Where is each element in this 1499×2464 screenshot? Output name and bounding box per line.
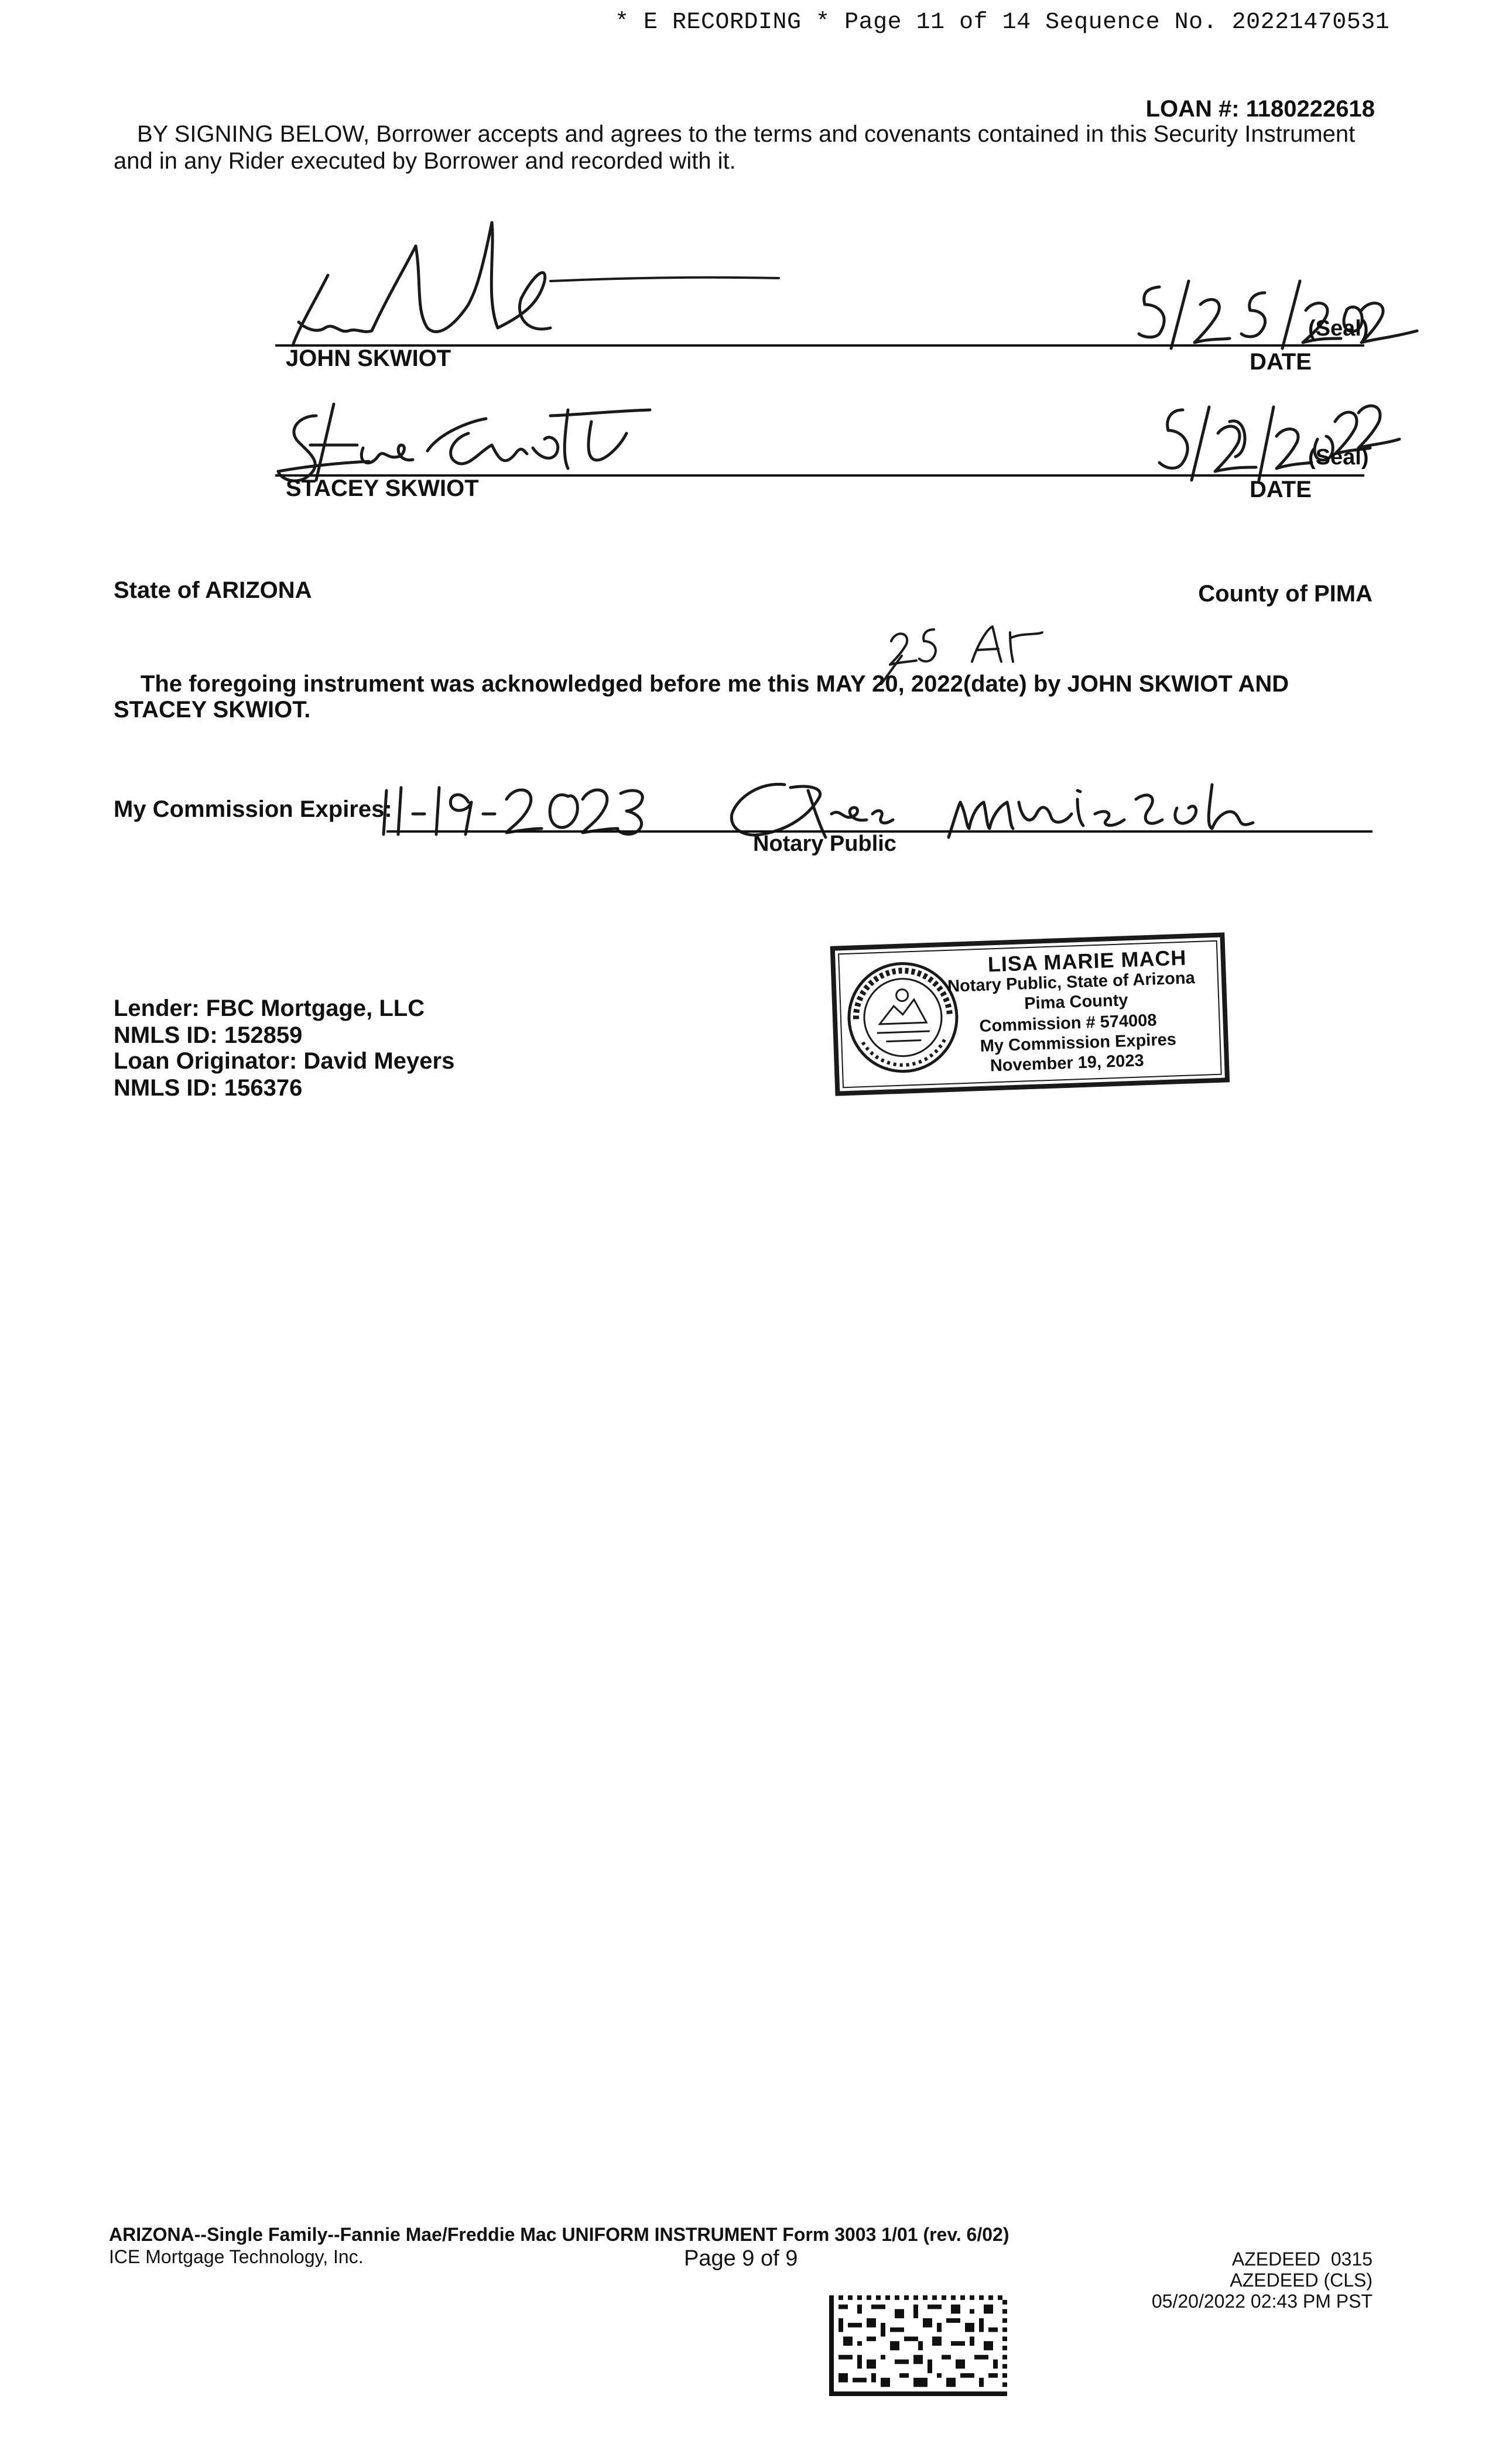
acknowledgment-line1: The foregoing instrument was acknowledged before me this MAY 20, 2022(date) by JOHN SKWIOT AND: [141, 671, 1289, 697]
date-label-stacey: DATE: [1250, 477, 1312, 502]
seal-label-stacey: (Seal): [1308, 445, 1369, 470]
barcode-icon: [829, 2295, 1007, 2396]
footer-timestamp: 05/20/2022 02:43 PM PST: [1151, 2291, 1373, 2312]
commission-label: My Commission Expires:: [114, 796, 392, 822]
stamp-line5: My Commission Expires: [980, 1030, 1177, 1056]
signer-name-stacey: STACEY SKWIOT: [286, 475, 479, 501]
stamp-line6: November 19, 2023: [990, 1051, 1145, 1076]
date-label-john: DATE: [1250, 349, 1312, 375]
lender-name: Lender: FBC Mortgage, LLC: [114, 995, 425, 1021]
footer-company: ICE Mortgage Technology, Inc.: [109, 2246, 364, 2267]
form-identifier: ARIZONA--Single Family--Fannie Mae/Freddie Mac UNIFORM INSTRUMENT Form 3003 1/01 (rev. 6/02): [109, 2224, 1009, 2245]
county-label: County of PIMA: [1198, 581, 1373, 607]
recording-header: * E RECORDING * Page 11 of 14 Sequence No. 20221470531: [615, 9, 1390, 36]
state-seal-icon: [843, 957, 964, 1078]
footer-page-number: Page 9 of 9: [684, 2246, 798, 2271]
seal-label-john: (Seal): [1308, 316, 1369, 341]
handwritten-date-stacey: [1148, 398, 1405, 486]
loan-number: LOAN #: 1180222618: [1145, 96, 1375, 122]
acknowledgment-line2: STACEY SKWIOT.: [114, 697, 311, 723]
commission-line: [386, 830, 726, 833]
stamp-line4: Commission # 574008: [979, 1011, 1157, 1036]
handwritten-commission-date: [375, 779, 644, 837]
intro-paragraph: BY SIGNING BELOW, Borrower accepts and agrees to the terms and covenants contained in this Security Instrument and in any Rider executed by Borrower and recorded with it.: [114, 121, 1356, 174]
footer-code1: AZEDEED 0315: [1231, 2249, 1373, 2270]
stamp-line3: Pima County: [1024, 991, 1128, 1014]
notary-public-label: Notary Public: [753, 831, 896, 856]
footer-code2: AZEDEED (CLS): [1230, 2270, 1373, 2291]
loan-originator: Loan Originator: David Meyers: [114, 1048, 455, 1074]
state-label: State of ARIZONA: [114, 577, 312, 603]
stamp-name: LISA MARIE MACH: [987, 945, 1187, 977]
lender-nmls: NMLS ID: 152859: [114, 1022, 303, 1048]
stamp-line2: Notary Public, State of Arizona: [947, 969, 1196, 996]
signature-john: [269, 211, 796, 357]
originator-nmls: NMLS ID: 156376: [114, 1075, 303, 1101]
notary-stamp: [829, 930, 1232, 1102]
signer-name-john: JOHN SKWIOT: [286, 345, 451, 371]
